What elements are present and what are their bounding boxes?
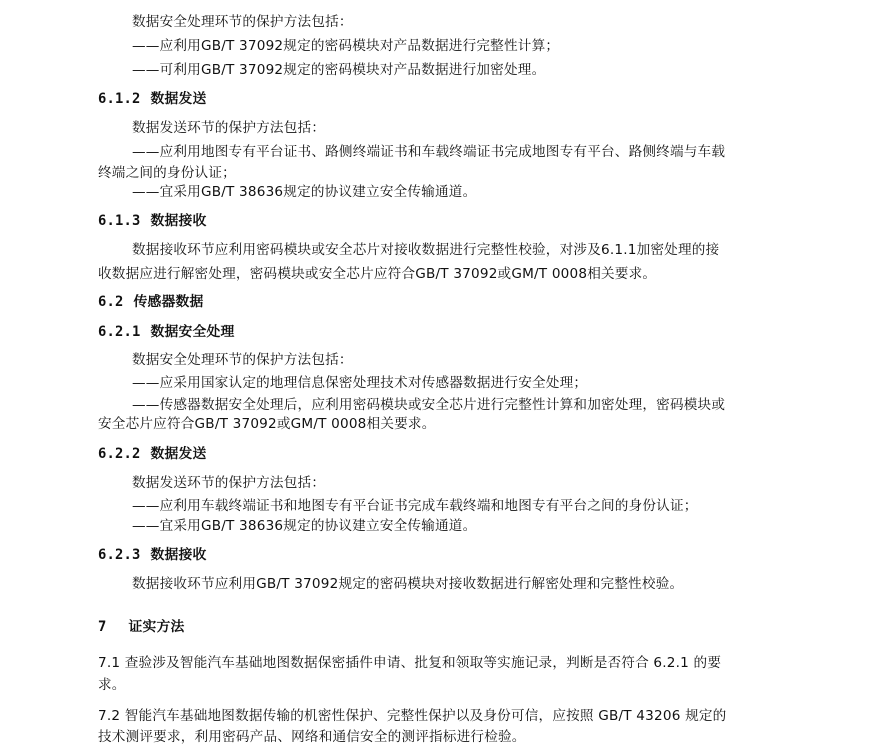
heading-number: 6.2	[98, 294, 124, 310]
heading-title: 数据安全处理	[150, 324, 235, 340]
heading-title: 数据接收	[150, 213, 207, 229]
s621-item-2-line-1: ——传感器数据安全处理后，应利用密码模块或安全芯片进行完整性计算和加密处理，密码模块或	[132, 397, 726, 413]
heading-number: 6.2.1	[98, 324, 141, 340]
heading-number: 6.2.2	[98, 446, 141, 462]
heading-6-1-3	[98, 211, 207, 231]
heading-title: 传感器数据	[133, 294, 204, 310]
heading-6-2	[98, 292, 204, 312]
s612-item-1-line-1: ——应利用地图专有平台证书、路侧终端证书和车载终端证书完成地图专有平台、路侧终端与车载	[132, 144, 726, 160]
heading-6-2-1	[98, 322, 235, 342]
s613-line-1: 数据接收环节应利用密码模块或安全芯片对接收数据进行完整性校验，对涉及6.1.1加密处理的接	[132, 242, 720, 258]
s623-line-1: 数据接收环节应利用GB/T 37092规定的密码模块对接收数据进行解密处理和完整性校验。	[132, 576, 684, 592]
s621-item-1: ——应采用国家认定的地理信息保密处理技术对传感器数据进行安全处理；	[132, 375, 588, 391]
s621-item-2-line-2: 安全芯片应符合GB/T 37092或GM/T 0008相关要求。	[98, 416, 436, 432]
heading-number: 6.2.3	[98, 547, 141, 563]
s613-line-2: 收数据应进行解密处理，密码模块或安全芯片应符合GB/T 37092或GM/T 0008相关要求。	[98, 266, 657, 282]
heading-7	[98, 617, 185, 637]
p7-1-line-2: 求。	[98, 677, 126, 693]
s621-intro: 数据安全处理环节的保护方法包括：	[132, 352, 353, 368]
s612-item-2: ——宜采用GB/T 38636规定的协议建立安全传输通道。	[132, 184, 477, 200]
p7-2-line-2: 技术测评要求，利用密码产品、网络和通信安全的测评指标进行检验。	[98, 729, 526, 745]
heading-6-2-3	[98, 545, 207, 565]
p7-2-line-1: 7.2 智能汽车基础地图数据传输的机密性保护、完整性保护以及身份可信，应按照 GB/T 43206 规定的	[98, 708, 727, 724]
heading-title: 证实方法	[128, 619, 185, 635]
s622-item-2: ——宜采用GB/T 38636规定的协议建立安全传输通道。	[132, 518, 477, 534]
heading-number: 7	[98, 619, 107, 635]
s622-intro: 数据发送环节的保护方法包括：	[132, 475, 326, 491]
heading-6-1-2	[98, 89, 207, 109]
heading-number: 6.1.3	[98, 213, 141, 229]
p7-1-line-1: 7.1 查验涉及智能汽车基础地图数据保密插件申请、批复和领取等实施记录，判断是否符合 6.2.1 的要	[98, 655, 722, 671]
s611-intro: 数据安全处理环节的保护方法包括：	[132, 14, 353, 30]
s611-item-1: ——应利用GB/T 37092规定的密码模块对产品数据进行完整性计算；	[132, 38, 560, 54]
s612-intro: 数据发送环节的保护方法包括：	[132, 120, 326, 136]
heading-title: 数据发送	[150, 446, 207, 462]
s611-item-2: ——可利用GB/T 37092规定的密码模块对产品数据进行加密处理。	[132, 62, 546, 78]
heading-title: 数据接收	[150, 547, 207, 563]
heading-number: 6.1.2	[98, 91, 141, 107]
heading-6-2-2	[98, 444, 207, 464]
s622-item-1: ——应利用车载终端证书和地图专有平台证书完成车载终端和地图专有平台之间的身份认证；	[132, 498, 698, 514]
s612-item-1-line-2: 终端之间的身份认证；	[98, 165, 236, 181]
heading-title: 数据发送	[150, 91, 207, 107]
